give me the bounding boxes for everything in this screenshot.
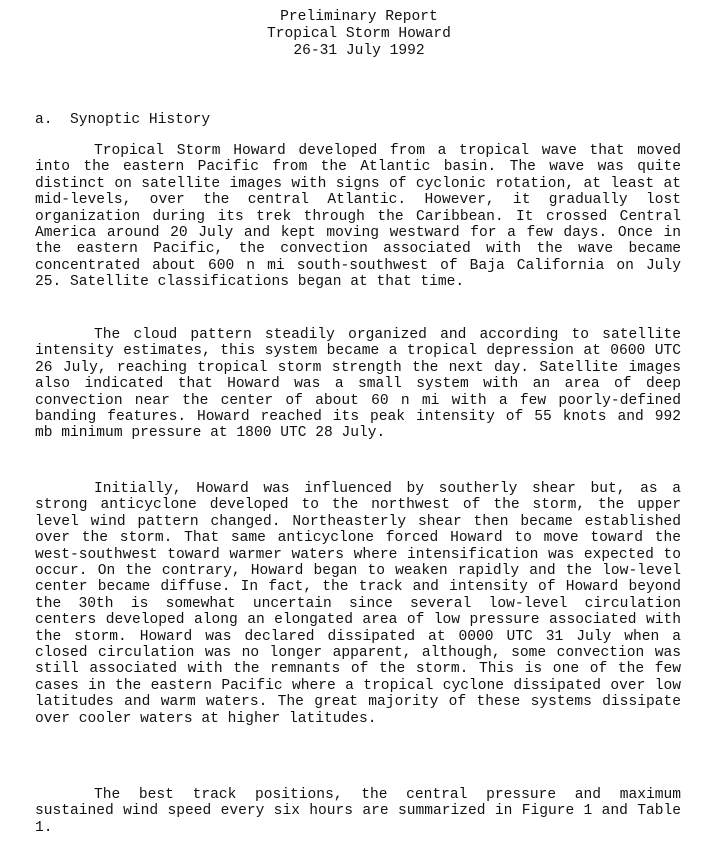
storm-name: Tropical Storm Howard [267, 26, 451, 42]
storm-dates: 26-31 July 1992 [293, 43, 425, 59]
paragraph-synoptic-2: The cloud pattern steadily organized and according to satellite intensity estimates, this system became a tropical depression at 0600 UTC 26 July, reaching tropical storm strength the next day. Satellite images also indicated that Howard was a small system with an area of deep convection near the center of about 60 n mi with a few poorly-defined banding features. Howard reached its peak intensity of 55 knots and 992 mb minimum pressure at 1800 UTC 28 July. [35, 327, 681, 442]
paragraph-synoptic-1: Tropical Storm Howard developed from a tropical wave that moved into the eastern Pacific from the Atlantic basin. The wave was quite distinct on satellite images with signs of cyclonic rotation, at least at mid-levels, over the central Atlantic. However, it gradually lost organization during its trek through the Caribbean. It crossed Central America around 20 July and kept moving westward for a few days. Once in the eastern Pacific, the convection associated with the wave became concentrated about 600 n mi south-southwest of Baja California on July 25. Satellite classifications began at that time. [35, 143, 681, 291]
paragraph-synoptic-4: The best track positions, the central pressure and maximum sustained wind speed every six hours are summarized in Figure 1 and Table 1. [35, 787, 681, 836]
section-heading: a. Synoptic History [35, 112, 211, 128]
paragraph-synoptic-3: Initially, Howard was influenced by southerly shear but, as a strong anticyclone developed to the northwest of the storm, the upper level wind pattern changed. Northeasterly shear then became established over the storm. That same anticyclone forced Howard to move toward the west-southwest toward warmer waters where intensification was expected to occur. On the contrary, Howard began to weaken rapidly and the low-level center became diffuse. In fact, the track and intensity of Howard beyond the 30th is somewhat uncertain since several low-level circulation centers developed along an elongated area of low pressure associated with the storm. Howard was declared dissipated at 0000 UTC 31 July when a closed circulation was no longer apparent, although, some convection was still associated with the remnants of the storm. This is one of the few cases in the eastern Pacific where a tropical cyclone dissipated over low latitudes and warm waters. The great majority of these systems dissipate over cooler waters at higher latitudes. [35, 481, 681, 727]
report-title: Preliminary Report [280, 9, 438, 25]
report-title-block [0, 9, 708, 60]
